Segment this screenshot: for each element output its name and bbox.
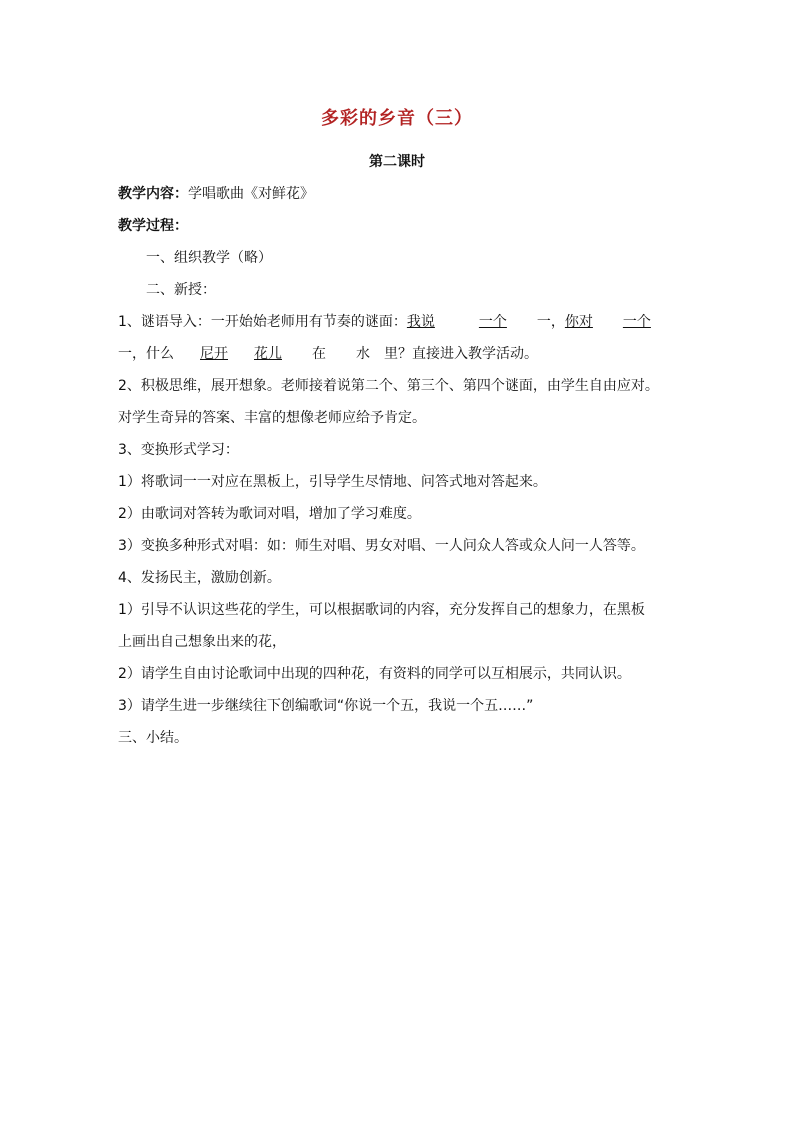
item-4-sub-2: 2）请学生自由讨论歌词中出现的四种花，有资料的同学可以互相展示，共同认识。 [118, 666, 631, 682]
item-3-heading: 3、变换形式学习： [118, 442, 239, 458]
item-1-line-2 [118, 344, 538, 364]
lyric-word: 一个 [478, 314, 507, 330]
lyric-word: 尼开 [200, 346, 228, 362]
item-4-sub-3: 3）请学生进一步继续往下创编歌词“你说一个五，我说一个五……” [118, 698, 534, 714]
item-3-sub-2: 2）由歌词对答转为歌词对唱，增加了学习难度。 [118, 506, 421, 522]
item-2-line-2: 对学生奇异的答案、丰富的想像老师应给予肯定。 [118, 410, 426, 426]
lyric-word: 一，什么 [118, 346, 174, 362]
item-4-heading: 4、发扬民主，激励创新。 [118, 570, 281, 586]
document-title: 多彩的乡音（三） [321, 108, 473, 129]
item-1-line-1 [118, 312, 651, 332]
teaching-process-label: 教学过程： [118, 218, 188, 234]
lesson-subtitle: 第二课时 [369, 154, 425, 170]
lyric-word: 水 [356, 346, 370, 362]
item-4-sub-1-line-1: 1）引导不认识这些花的学生，可以根据歌词的内容，充分发挥自己的想象力，在黑板 [118, 602, 645, 618]
item-2-line-1: 2、积极思维，展开想象。老师接着说第二个、第三个、第四个谜面，由学生自由应对。 [118, 378, 659, 394]
item-1-prefix: 1、谜语导入：一开始始老师用有节奏的谜面： [118, 314, 407, 330]
item-4-sub-1-line-2: 上画出自己想象出来的花， [118, 634, 286, 650]
item-3-sub-1: 1）将歌词一一对应在黑板上，引导学生尽情地、问答式地对答起来。 [118, 474, 547, 490]
lyric-word: 你对 [564, 314, 593, 330]
lyric-word: 里？直接进入教学活动。 [384, 346, 538, 362]
lyric-word: 我说 [406, 314, 435, 330]
section-2-heading: 二、新授： [146, 282, 216, 298]
teaching-content-label: 教学内容： [118, 186, 188, 202]
teaching-content-value: 学唱歌曲《对鲜花》 [188, 186, 314, 202]
item-3-sub-3: 3）变换多种形式对唱：如：师生对唱、男女对唱、一人问众人答或众人问一人答等。 [118, 538, 645, 554]
lyric-word: 一， [536, 314, 565, 330]
lyric-word: 在 [312, 346, 326, 362]
teaching-content-line [118, 184, 314, 204]
section-3-heading: 三、小结。 [118, 730, 188, 746]
section-1-heading: 一、组织教学（略） [146, 250, 272, 266]
lyric-word: 一个 [622, 314, 651, 330]
lyric-word: 花儿 [254, 346, 282, 362]
